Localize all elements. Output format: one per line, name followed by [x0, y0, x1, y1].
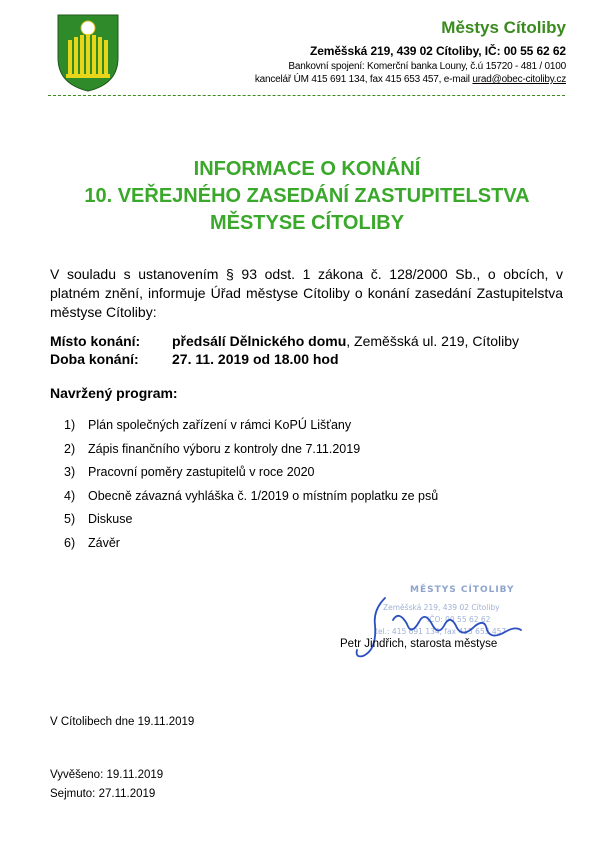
municipality-address: Zeměšská 219, 439 02 Cítoliby, IČ: 00 55 62 62 [309, 44, 566, 58]
item-number: 3) [64, 465, 76, 479]
list-item [64, 442, 438, 466]
meeting-place-venue: předsálí Dělnického domu [172, 333, 347, 349]
bank-details: Bankovní spojení: Komerční banka Louny, č.ú 15720 - 481 / 0100 [288, 61, 566, 72]
item-number: 6) [64, 535, 76, 550]
program-heading: Navržený program: [50, 385, 178, 401]
list-item [64, 489, 438, 513]
office-contacts [255, 74, 566, 85]
header-divider [48, 95, 565, 96]
item-number: 5) [64, 512, 76, 526]
document-title-line1: INFORMACE O KONÁNÍ [193, 158, 421, 180]
program-list [64, 418, 438, 559]
stamp-address: Zeměšská 219, 439 02 Cítoliby [383, 603, 500, 612]
signatory-name: Petr Jindřich, starosta městyse [340, 638, 498, 650]
item-number: 1) [64, 418, 76, 432]
list-item [64, 536, 438, 560]
item-text: Pracovní poměry zastupitelů v roce 2020 [88, 465, 315, 479]
intro-paragraph: V souladu s ustanovením § 93 odst. 1 zákona č. 128/2000 Sb., o obcích, v platném znění, informuje Úřad městyse Cítoliby o konání zasedání Zastupitelstva městyse Cítoliby: [50, 266, 563, 320]
list-item [64, 512, 438, 536]
stamp-ico: IČO: 00 55 62 62 [427, 615, 491, 624]
item-number: 2) [64, 441, 76, 456]
removed-date: Sejmuto: 27.11.2019 [50, 788, 156, 800]
email-link[interactable]: urad@obec-citoliby.cz [472, 74, 566, 85]
item-text: Obecně závazná vyhláška č. 1/2019 o místním poplatku ze psů [88, 488, 439, 503]
meeting-time-value: 27. 11. 2019 od 18.00 hod [172, 351, 339, 367]
document-date: V Cítolibech dne 19.11.2019 [50, 716, 195, 728]
meeting-place [50, 333, 519, 349]
meeting-time [50, 351, 339, 367]
document-title-line2: 10. VEŘEJNÉHO ZASEDÁNÍ ZASTUPITELSTVA [84, 185, 530, 207]
list-item [64, 465, 438, 489]
stamp-title: MĚSTYS CÍTOLIBY [410, 585, 515, 595]
list-item [64, 418, 438, 442]
posted-date: Vyvěšeno: 19.11.2019 [50, 769, 164, 781]
municipality-name: Městys Cítoliby [441, 18, 566, 37]
office-phone-fax: kancelář ÚM 415 691 134, fax 415 653 457, e-mail [254, 74, 473, 85]
item-text: Zápis finančního výboru z kontroly dne 7.11.2019 [88, 441, 361, 456]
item-number: 4) [64, 488, 76, 503]
item-text: Plán společných zařízení v rámci KoPÚ Lišťany [88, 418, 352, 432]
item-text: Diskuse [88, 512, 133, 526]
document-title-line3: MĚSTYSE CÍTOLIBY [209, 212, 405, 234]
stamp-contacts: tel.: 415 691 134, fax 415 653 457 [375, 627, 507, 636]
item-text: Závěr [88, 535, 120, 550]
meeting-place-address: , Zeměšská ul. 219, Cítoliby [346, 333, 520, 349]
meeting-place-label: Místo konání: [50, 333, 141, 349]
coat-of-arms-logo [57, 14, 119, 92]
meeting-time-label: Doba konání: [50, 351, 139, 367]
